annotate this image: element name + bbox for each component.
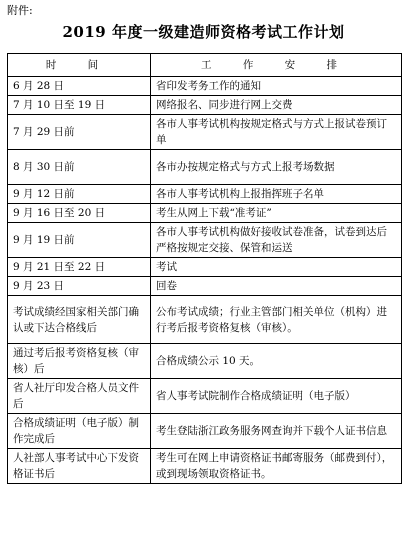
- task-cell: 考生从网上下载“准考证”: [151, 204, 402, 223]
- header-task: 工 作 安 排: [151, 54, 402, 77]
- table-row: [8, 96, 402, 115]
- table-row: [8, 204, 402, 223]
- task-cell: 各市人事考试机构上报指挥班子名单: [151, 185, 402, 204]
- table-row: [8, 414, 402, 449]
- table-row: [8, 150, 402, 185]
- header-time: 时 间: [8, 54, 151, 77]
- time-cell: 9 月 23 日: [8, 277, 151, 296]
- task-cell: 考生登陆浙江政务服务网查询并下载个人证书信息: [151, 414, 402, 449]
- schedule-table: [7, 53, 402, 484]
- time-cell: 人社部人事考试中心下发资格证书后: [8, 449, 151, 484]
- time-cell: 合格成绩证明（电子版）制作完成后: [8, 414, 151, 449]
- task-cell: 各市办按规定格式与方式上报考场数据: [151, 150, 402, 185]
- task-cell: 省印发考务工作的通知: [151, 77, 402, 96]
- time-cell: 省人社厅印发合格人员文件后: [8, 379, 151, 414]
- task-cell: 公布考试成绩；行业主管部门相关单位（机构）进行考后报考资格复核（审核）。: [151, 296, 402, 344]
- table-row: [8, 77, 402, 96]
- time-cell: 8 月 30 日前: [8, 150, 151, 185]
- time-cell: 9 月 16 日至 20 日: [8, 204, 151, 223]
- task-cell: 省人事考试院制作合格成绩证明（电子版）: [151, 379, 402, 414]
- table-row: [8, 185, 402, 204]
- table-header-row: [8, 54, 402, 77]
- task-cell: 各市人事考试机构做好接收试卷准备，试卷到达后严格按规定交接、保管和运送: [151, 223, 402, 258]
- table-row: [8, 223, 402, 258]
- time-cell: 7 月 29 日前: [8, 115, 151, 150]
- time-cell: 通过考后报考资格复核（审核）后: [8, 344, 151, 379]
- table-row: [8, 258, 402, 277]
- time-cell: 9 月 21 日至 22 日: [8, 258, 151, 277]
- task-cell: 合格成绩公示 10 天。: [151, 344, 402, 379]
- time-cell: 7 月 10 日至 19 日: [8, 96, 151, 115]
- table-row: [8, 115, 402, 150]
- table-row: [8, 449, 402, 484]
- time-cell: 考试成绩经国家相关部门确认或下达合格线后: [8, 296, 151, 344]
- task-cell: 回卷: [151, 277, 402, 296]
- table-row: [8, 277, 402, 296]
- time-cell: 6 月 28 日: [8, 77, 151, 96]
- document-title: 2019 年度一级建造师资格考试工作计划: [62, 23, 345, 41]
- time-cell: 9 月 19 日前: [8, 223, 151, 258]
- table-row: [8, 296, 402, 344]
- time-cell: 9 月 12 日前: [8, 185, 151, 204]
- table-row: [8, 344, 402, 379]
- table-row: [8, 379, 402, 414]
- task-cell: 各市人事考试机构按规定格式与方式上报试卷预订单: [151, 115, 402, 150]
- attachment-label: 附件:: [7, 4, 33, 17]
- task-cell: 考生可在网上申请资格证书邮寄服务（邮费到付），或到现场领取资格证书。: [151, 449, 402, 484]
- task-cell: 网络报名、同步进行网上交费: [151, 96, 402, 115]
- task-cell: 考试: [151, 258, 402, 277]
